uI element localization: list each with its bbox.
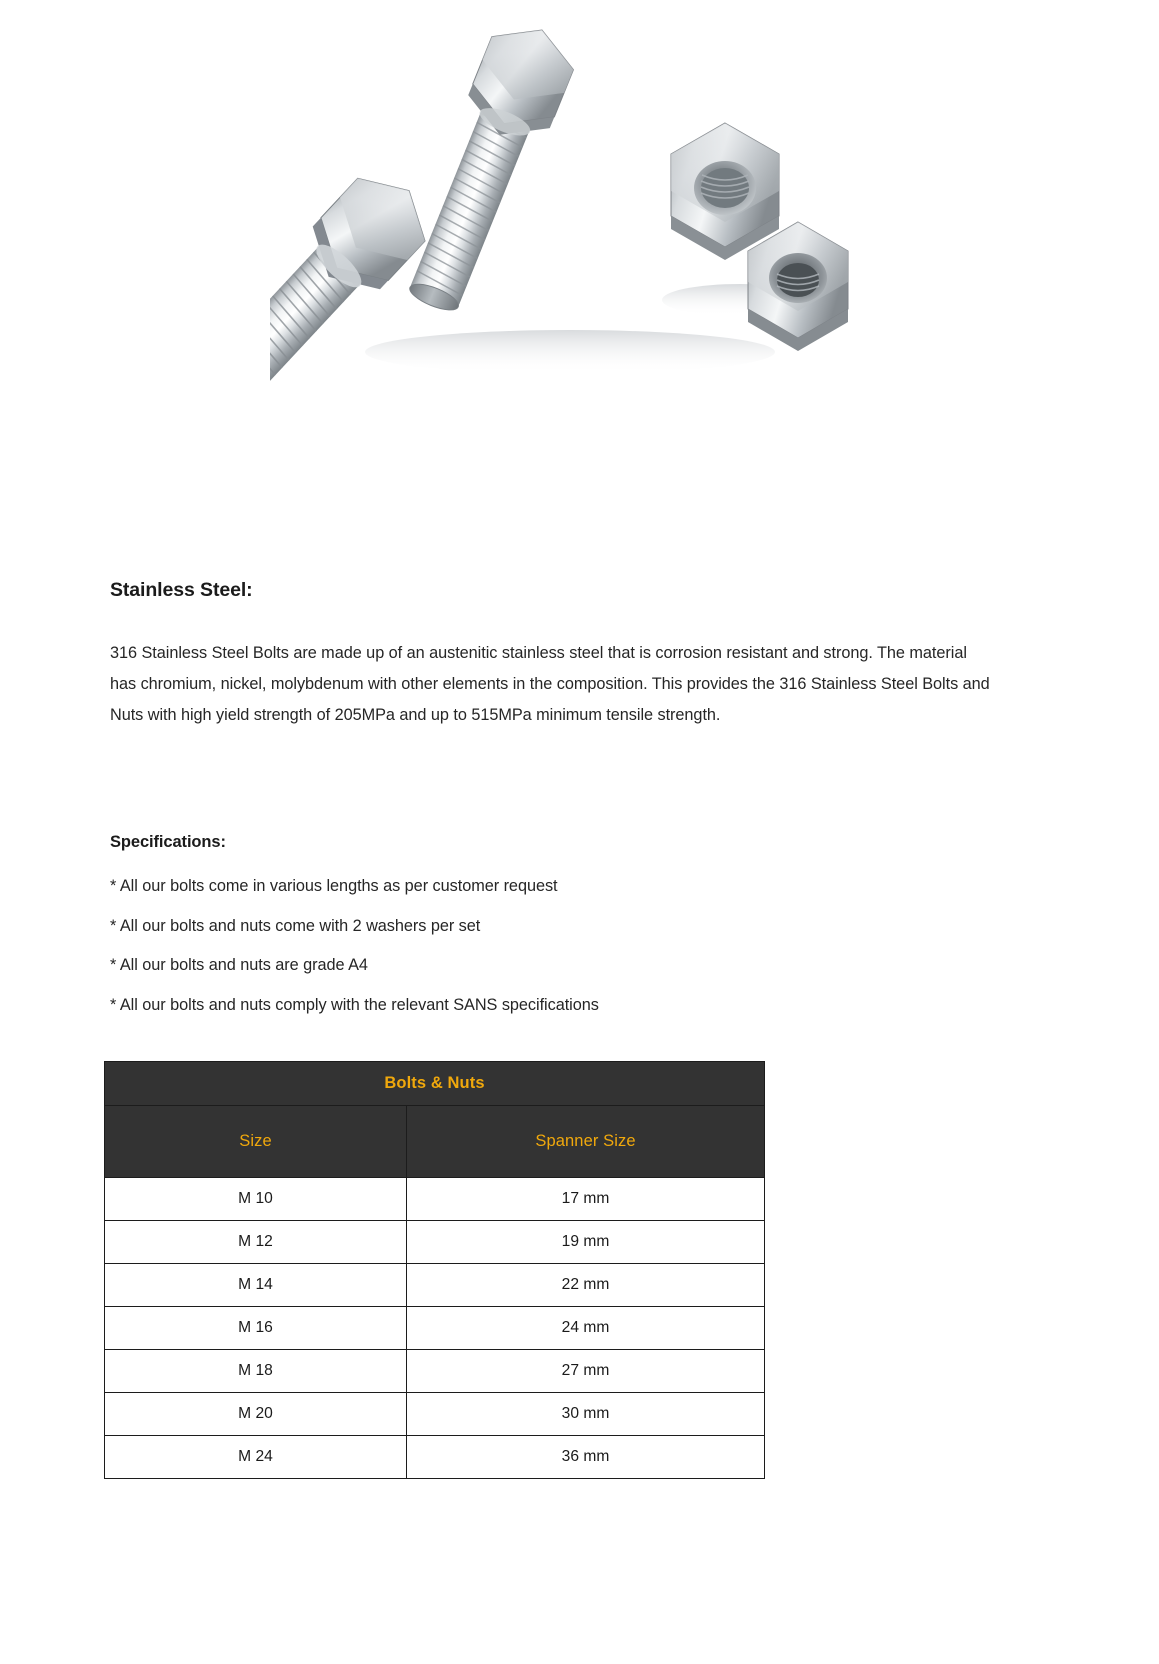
table-title-row — [105, 1062, 765, 1106]
specifications-heading: Specifications: — [110, 833, 226, 851]
bolts-and-nuts-table-container — [104, 1061, 764, 1479]
cell-size: M 20 — [105, 1393, 407, 1436]
cell-size: M 12 — [105, 1221, 407, 1264]
list-item: * All our bolts and nuts comply with the relevant SANS specifications — [110, 995, 599, 1014]
list-item: * All our bolts and nuts are grade A4 — [110, 956, 368, 974]
cell-size: M 18 — [105, 1350, 407, 1393]
column-header-size: Size — [105, 1106, 407, 1178]
list-item: * All our bolts come in various lengths as per customer request — [110, 877, 558, 895]
product-image — [0, 0, 1159, 540]
cell-spanner-size: 22 mm — [407, 1264, 765, 1307]
bolts-and-nuts-table — [104, 1061, 765, 1479]
cell-size: M 24 — [105, 1436, 407, 1479]
cell-spanner-size: 24 mm — [407, 1307, 765, 1350]
table-row — [105, 1436, 765, 1479]
cell-spanner-size: 27 mm — [407, 1350, 765, 1393]
table-row — [105, 1350, 765, 1393]
table-header-row — [105, 1106, 765, 1178]
table-caption: Bolts & Nuts — [105, 1062, 765, 1106]
cell-spanner-size: 19 mm — [407, 1221, 765, 1264]
cell-size: M 10 — [105, 1178, 407, 1221]
table-row — [105, 1393, 765, 1436]
stainless-steel-section — [110, 578, 1050, 731]
column-header-spanner-size: Spanner Size — [407, 1106, 765, 1178]
cell-spanner-size: 36 mm — [407, 1436, 765, 1479]
section-paragraph: 316 Stainless Steel Bolts are made up of an austenitic stainless steel that is corrosion resistant and strong. The material has chromium, nickel, molybdenum with other elements in the composition. This provides the 316 Stainless Steel Bolts and Nuts with high yield strength of 205MPa and up to 515MPa minimum tensile strength. — [110, 644, 990, 725]
bolts-and-nuts-illustration — [270, 0, 890, 400]
cell-size: M 16 — [105, 1307, 407, 1350]
table-body — [105, 1178, 765, 1479]
table-row — [105, 1264, 765, 1307]
list-item: * All our bolts and nuts come with 2 washers per set — [110, 916, 481, 935]
cell-size: M 14 — [105, 1264, 407, 1307]
specifications-list — [110, 876, 1010, 1015]
table-row — [105, 1307, 765, 1350]
table-row — [105, 1221, 765, 1264]
section-heading: Stainless Steel: — [110, 579, 253, 601]
cell-spanner-size: 17 mm — [407, 1178, 765, 1221]
cell-spanner-size: 30 mm — [407, 1393, 765, 1436]
table-row — [105, 1178, 765, 1221]
specifications-section — [110, 833, 1010, 1034]
